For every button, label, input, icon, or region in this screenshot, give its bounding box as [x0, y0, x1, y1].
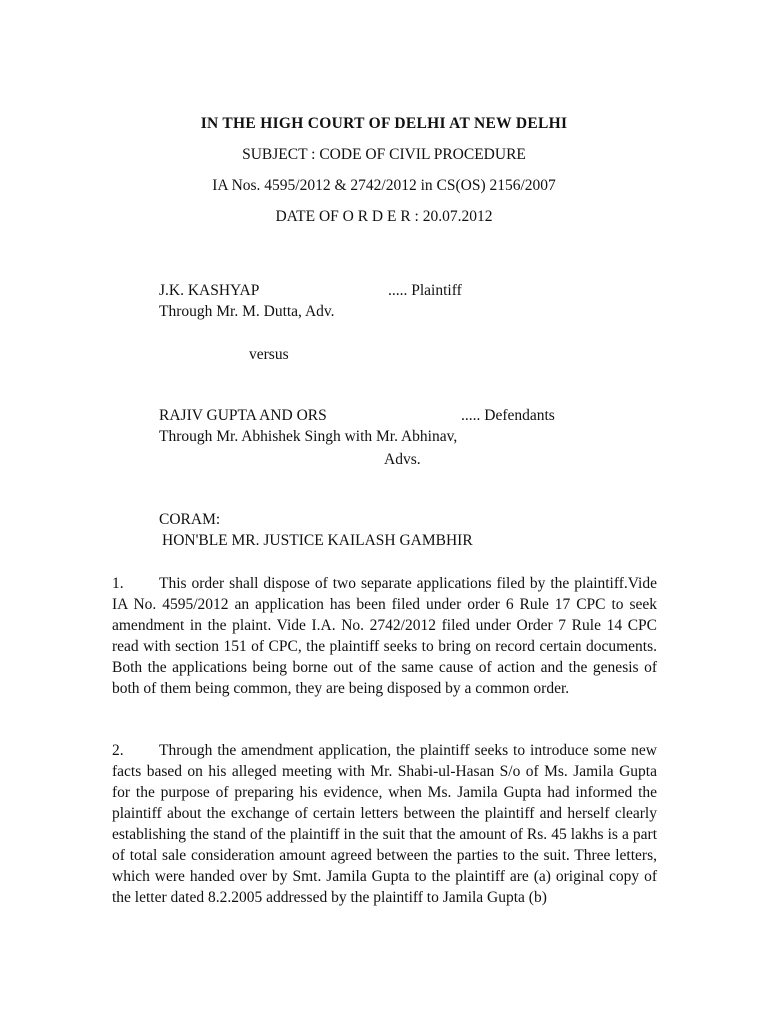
paragraph-text: Through the amendment application, the plaintiff seeks to introduce some new facts based on his alleged meeting with Mr. Shabi-ul-Hasan S/o of Ms. Jamila Gupta for the purpose of preparing his evidence, when Ms. Jamila Gupta had informed the plaintiff about the exchange of certain letters between the plaintiff and herself clearly establishing the stand of the plaintiff in the suit that the amount of Rs. 45 lakhs is a part of total sale consideration amount agreed between the parties to the suit. Three letters, which were handed over by Smt. Jamila Gupta to the plaintiff are (a) original copy of the letter dated 8.2.2005 addressed by the plaintiff to Jamila Gupta (b) [112, 742, 657, 906]
coram-judge: HON'BLE MR. JUSTICE KAILASH GAMBHIR [162, 532, 473, 549]
paragraph-1 [112, 573, 657, 699]
court-title: IN THE HIGH COURT OF DELHI AT NEW DELHI [200, 115, 568, 132]
plaintiff-role: ..... Plaintiff [388, 282, 462, 299]
defendant-role: ..... Defendants [461, 407, 555, 424]
paragraph-number: 2. [112, 742, 124, 759]
subject-line: SUBJECT : CODE OF CIVIL PROCEDURE [242, 146, 526, 163]
order-date: DATE OF O R D E R : 20.07.2012 [275, 208, 493, 225]
paragraph-number: 1. [112, 575, 124, 592]
plaintiff-name: J.K. KASHYAP [159, 282, 260, 299]
versus-label: versus [249, 346, 289, 363]
defendant-counsel-line1: Through Mr. Abhishek Singh with Mr. Abhinav, [159, 428, 458, 445]
paragraph-text: This order shall dispose of two separate applications filed by the plaintiff.Vide IA No. 4595/2012 an application has been filed under order 6 Rule 17 CPC to seek amendment in the plaint. Vide I.A. No. 2742/2012 filed under Order 7 Rule 14 CPC read with section 151 of CPC, the plaintiff seeks to bring on record certain documents. Both the applications being borne out of the same cause of action and the genesis of both of them being common, they are being disposed by a common order. [112, 575, 657, 697]
defendant-name: RAJIV GUPTA AND ORS [159, 407, 327, 424]
coram-label: CORAM: [159, 511, 221, 528]
case-numbers: IA Nos. 4595/2012 & 2742/2012 in CS(OS) 2156/2007 [212, 177, 556, 194]
paragraph-2 [112, 740, 657, 908]
defendant-counsel-line2: Advs. [384, 451, 421, 468]
plaintiff-counsel: Through Mr. M. Dutta, Adv. [159, 303, 335, 320]
